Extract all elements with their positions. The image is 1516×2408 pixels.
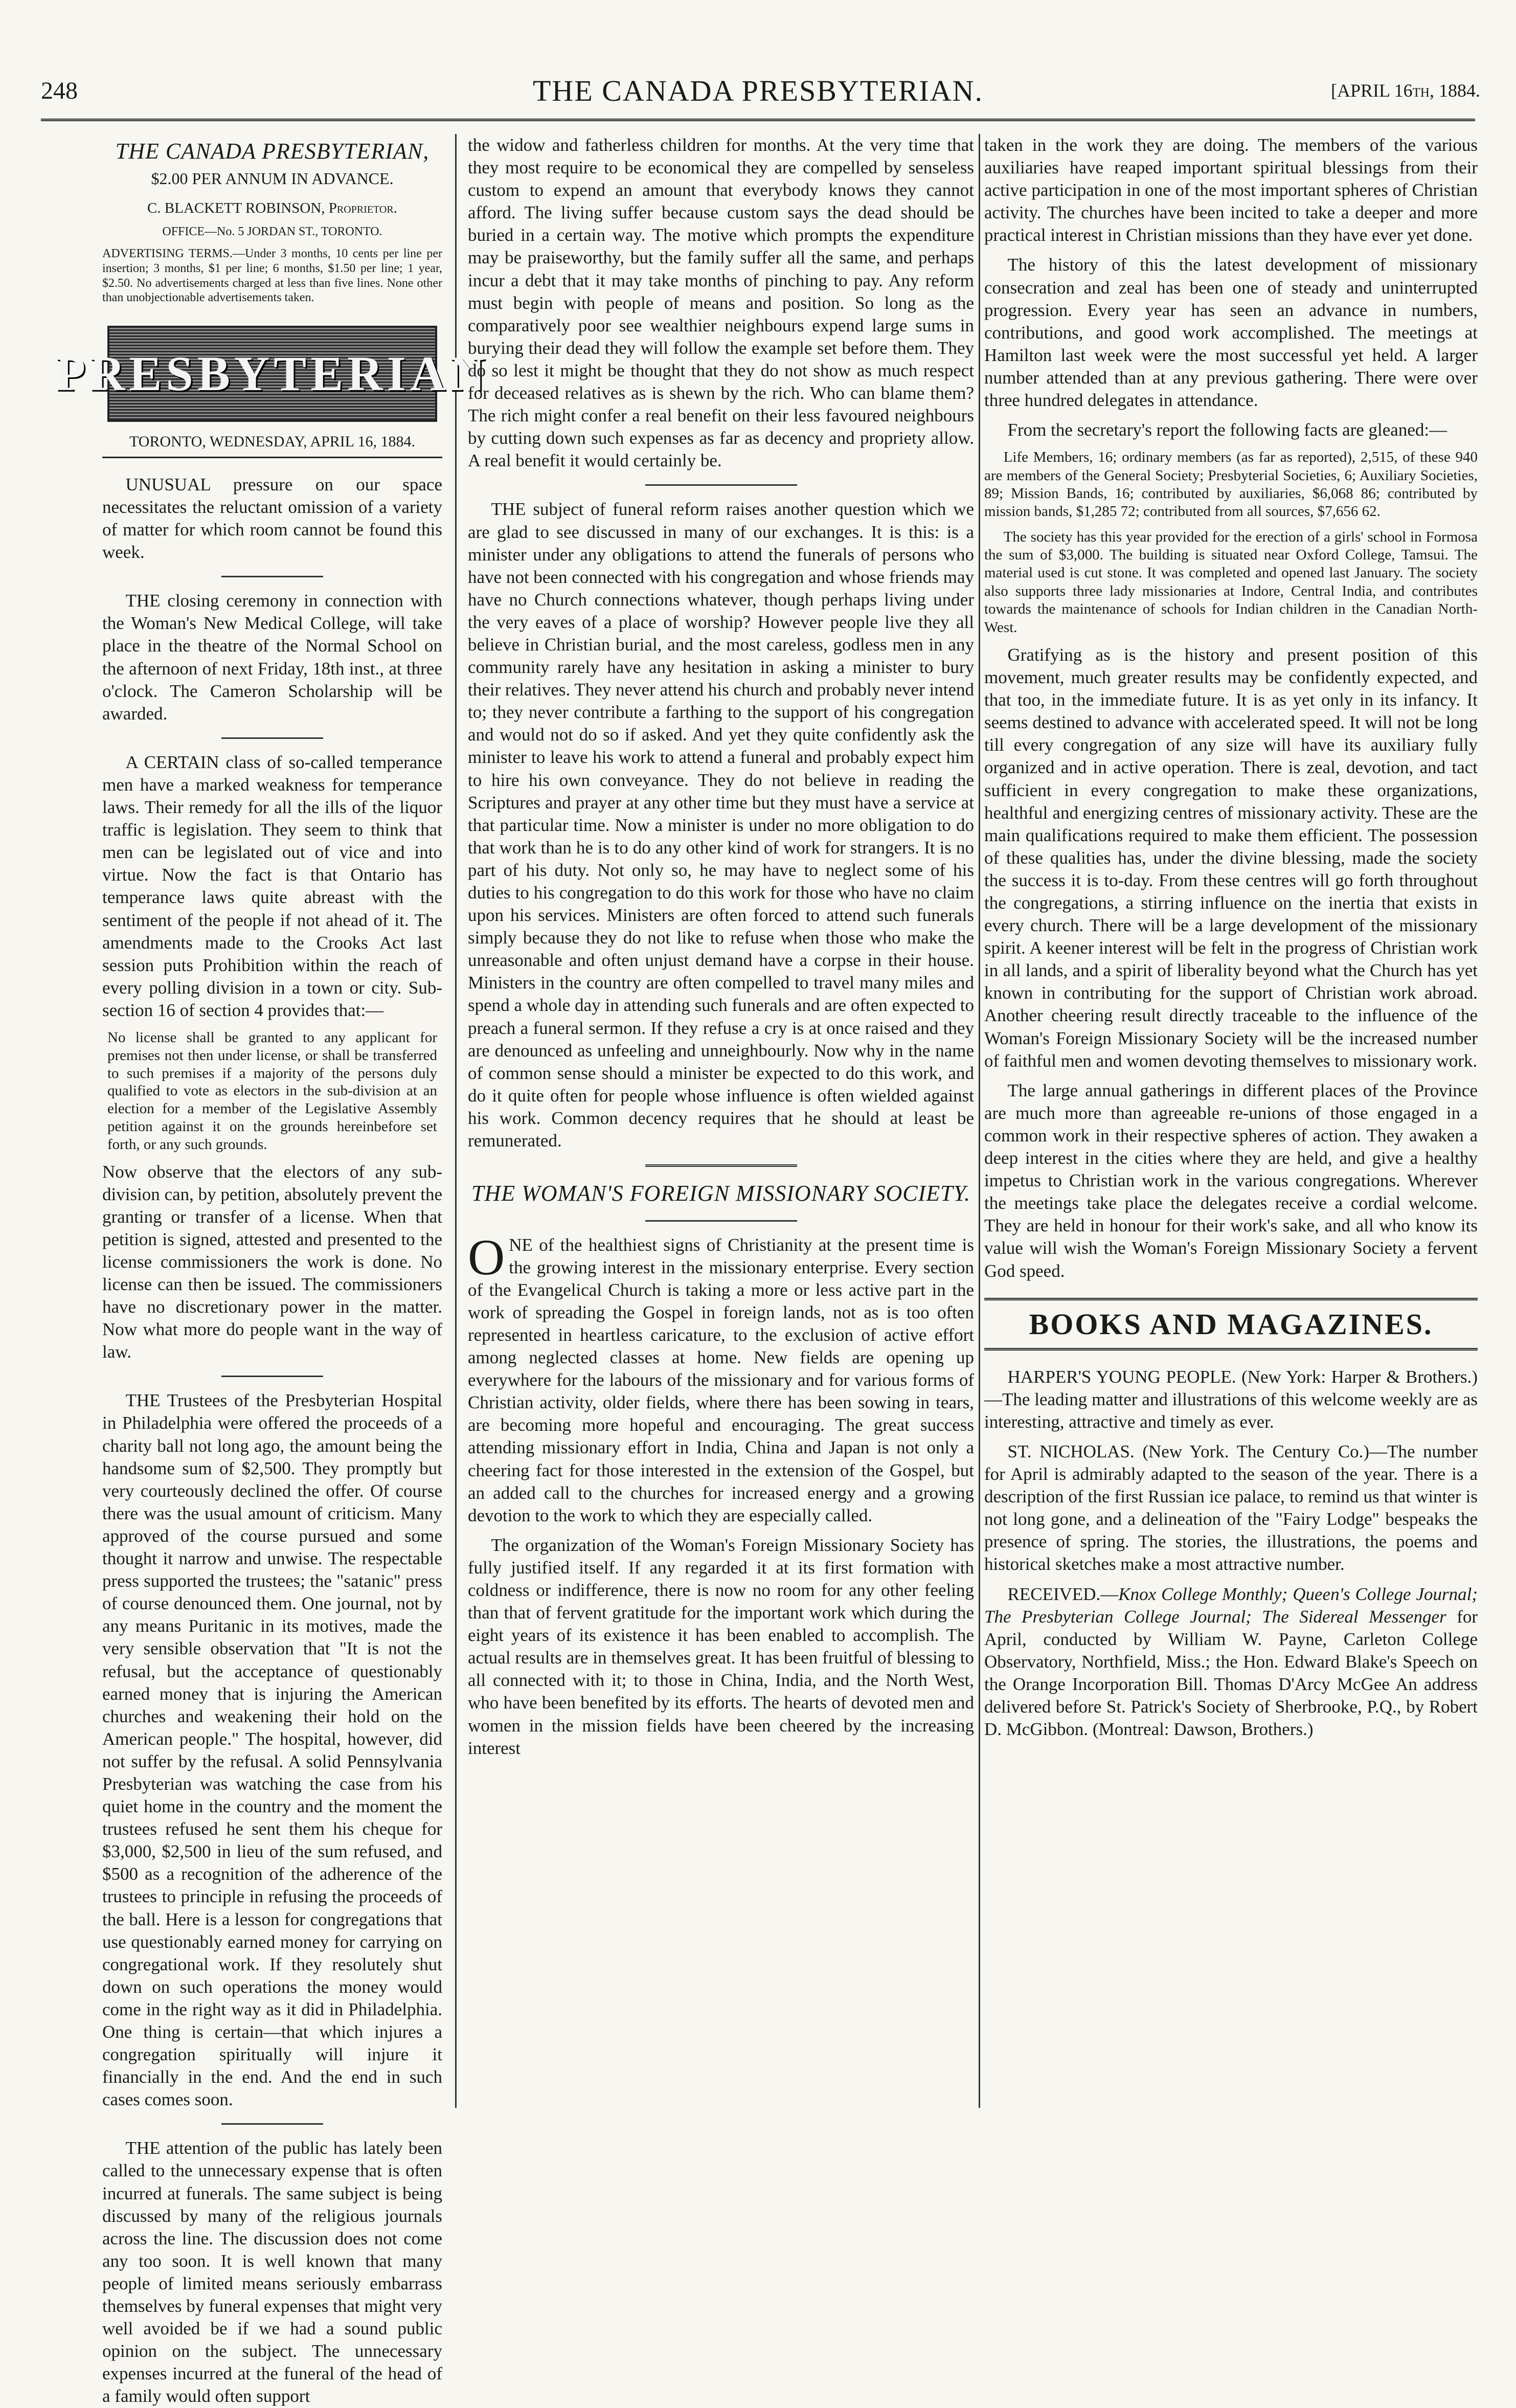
dateline: TORONTO, WEDNESDAY, APRIL 16, 1884. xyxy=(102,432,442,458)
society-statistics: The society has this year provided for the erection of a girls' school in Formosa the sum of $3,000. The building is situated near Oxford College, Tamsui. The material used is cut stone. It was completed and opened last January. The society also supports three lady missionaries at Indore, Central India, and contributes towards the maintenance of schools for Indian children in the Canadian North-West. xyxy=(984,528,1478,636)
proprietor-line: C. BLACKETT ROBINSON, Proprietor. xyxy=(147,199,397,216)
review-text: for April, conducted by William W. Payne, Carleton College Observatory, Northfield, Miss.; the Hon. Edward Blake's Speech on the Orange Incorporation Bill. Thomas D'Arcy McGee An address delivered before St. Patrick's Society of Sherbrooke, P.Q., by Robert D. McGibbon. (Montreal: Dawson, Brothers.) xyxy=(984,1606,1478,1740)
paragraph: UNUSUAL pressure on our space necessitates the reluctant omission of a variety of matter for which room cannot be found this week. xyxy=(102,474,442,562)
paragraph: THE subject of funeral reform raises another question which we are glad to see discussed in many of our exchanges. It is this: is a minister under any obligations to attend the funerals of persons who have not been connected with his congregation and whose friends may have no Church connections whatever, though perhaps living under the very eaves of a place of worship? However people live they all believe in Christian burial, and the most careless, godless men in any community rarely have any hesitation in asking a minister to bury their relatives. They never attend his church and probably never intend to; they never contribute a farthing to the support of his congregation and would not do so if asked. And yet they quite confidently ask the minister to leave his work to attend a funeral and probably expect him to hire his own conveyance. They do not believe in reading the Scriptures and prayer at any other time but they must have a service at that particular time. Now a minister is under no more obligation to do that work than he is to do any other kind of work for strangers. It is no part of his duty. Not only so, he may have to neglect some of his duties to his congregation to do this work for those who have no claim upon his services. Ministers are often forced to attend such funerals simply because they do not like to refuse when those who make the unreasonable and often unjust demand have a corpse in their house. Ministers in the country are often compelled to travel many miles and spend a whole day in attending such funerals and are often expected to preach a funeral sermon. If they refuse a cry is at once raised and they are denounced as unfeeling and unneighbourly. Now why in the name of common sense should a minister be expected to do this work, and do it quite often for people whose influence is often wielded against his work. Common decency requires that he should at least be remunerated. xyxy=(468,499,974,1151)
column-1 xyxy=(55,134,489,2406)
divider xyxy=(221,2123,324,2125)
review-item xyxy=(984,1583,1478,1741)
paragraph: The organization of the Woman's Foreign Missionary Society has fully justified itself. If any regarded it at its first formation with coldness or indifference, there is now no room for any other feeling than that of fervent gratitude for the important work which during the eight years of its existence it has been enabled to accomplish. The actual results are in themselves great. It has been fruitful of blessing to all connected with it; to those in China, India, and the North West, who have been benefited by its efforts. The hearts of devoted men and women in the mission fields have been cheered by the increasing interest xyxy=(468,1535,974,1758)
column-2 xyxy=(468,134,974,2108)
review-title: ST. NICHOLAS. xyxy=(1007,1441,1135,1461)
paragraph: ONE of the healthiest signs of Christianity at the present time is the growing interest in the missionary enterprise. Every section of the Evangelical Church is taking a more or less active part in the work of spreading the Gospel in foreign lands, not as is too often represented in heartless caricature, to the exclusion of active effort among neglected classes at home. New fields are opening up everywhere for the labours of the missionary and for various forms of Christian activity, older fields, where there has been sowing in tears, are becoming more hopeful and encouraging. The great success attending missionary effort in India, China and Japan is not only a cheering fact for those interested in the extension of the Gospel, but an added call to the churches for increased energy and a growing devotion to the work to which they are especially called. xyxy=(468,1228,974,1525)
paragraph: THE Trustees of the Presbyterian Hospital in Philadelphia were offered the proceeds of a charity ball not long ago, the amount being the handsome sum of $2,500. They promptly but very courteously declined the offer. Of course there was the usual amount of criticism. Many approved of the course pursued and some thought it narrow and unwise. The respectable press supported the trustees; the "satanic" press of course denounced them. One journal, not by any means Puritanic in its motives, made the very sensible observation that "It is not the refusal, but the acceptance of questionably earned money that is injuring the American churches and weakening their hold on the American people." The hospital, however, did not suffer by the refusal. A solid Pennsylvania Presbyterian was watching the case from his quiet home in the country and the moment the trustees refused he sent them his cheque for $3,000, $2,500 in lieu of the sum refused, and $500 as a recognition of the adherence of the trustees to principle in refusing the proceeds of the ball. Here is a lesson for congregations that use questionably earned money for carrying on congregational work. If they resolutely shut down on such operations the money would come in the right way as it did in Philadelphia. One thing is certain—that which injures a congregation spiritually will injure it financially in the end. And the end in such cases comes soon. xyxy=(102,1390,442,2110)
review-text: (New York: Harper & Brothers.)—The leading matter and illustrations of this welcome weekly are as interesting, attractive and timely as ever. xyxy=(984,1366,1478,1432)
review-item xyxy=(984,1441,1478,1576)
presbyterian-banner-logo xyxy=(55,326,489,422)
review-text: (New York. The Century Co.)—The number for April is admirably adapted to the season of the year. There is a description of the first Russian ice palace, to remind us that winter is not long gone, and a delineation of the "Fairy Lodge" bespeaks the presence of spring. The stories, the illustrations, the poems and historical sketches make a most attractive number. xyxy=(984,1441,1478,1574)
article-headline: THE WOMAN'S FOREIGN MISSIONARY SOCIETY. xyxy=(471,1181,971,1206)
column-divider xyxy=(455,134,457,2108)
paragraph: THE attention of the public has lately been called to the unnecessary expense that is often incurred at funerals. The same subject is being discussed by many of the religious journals across the line. The discussion does not come any too soon. It is well known that many people of limited means seriously embarrass themselves by funeral expenses that might very well avoided be if we had a sound public opinion on the subject. The unnecessary expenses incurred at the funeral of the head of a family would often support xyxy=(102,2138,442,2406)
books-magazines-heading: BOOKS AND MAGAZINES. xyxy=(984,1298,1478,1351)
paragraph: The history of this the latest development of missionary consecration and zeal has been one of steady and uninterrupted progression. Every year has seen an advance in numbers, contributions, and good work accomplished. The meetings at Hamilton last week were the most successful yet held. A larger number attended than at any previous gathering. There were over three hundred delegates in attendance. xyxy=(984,255,1478,411)
paragraph: THE closing ceremony in connection with the Woman's New Medical College, will take place in the theatre of the Normal School on the afternoon of next Friday, 18th inst., at three o'clock. The Cameron Scholarship will be awarded. xyxy=(102,591,442,724)
divider xyxy=(645,1220,797,1222)
society-statistics: Life Members, 16; ordinary members (as far as reported), 2,515, of these 940 are members of the General Society; Presbyterial Societies, 6; Auxiliary Societies, 89; Mission Bands, 16; contributed by auxiliaries, $6,068 86; contributed by mission bands, $1,285 72; contributed from all sources, $7,656 62. xyxy=(984,449,1478,520)
office-address: OFFICE—No. 5 JORDAN ST., TORONTO. xyxy=(162,225,382,239)
review-item xyxy=(984,1366,1478,1433)
issue-date: [APRIL 16th, 1884. xyxy=(1331,80,1480,101)
column-divider xyxy=(979,134,980,2108)
review-title: RECEIVED.— xyxy=(1007,1584,1119,1604)
divider xyxy=(221,576,324,577)
subscription-price: $2.00 PER ANNUM IN ADVANCE. xyxy=(151,169,394,188)
review-publications: Knox College Monthly; Queen's College Journal; The Presbyterian College Journal; The Sidereal Messenger xyxy=(984,1584,1478,1627)
divider xyxy=(645,484,797,486)
editorial-title: THE CANADA PRESBYTERIAN, xyxy=(115,139,429,164)
paragraph: From the secretary's report the following facts are gleaned:— xyxy=(1007,420,1447,440)
review-title: HARPER'S YOUNG PEOPLE. xyxy=(1007,1366,1236,1387)
paragraph: Now observe that the electors of any sub-division can, by petition, absolutely prevent the granting or transfer of a license. When that petition is signed, attested and presented to the license commissioners the work is done. No license can then be issued. The commissioners have no discretionary power in the matter. Now what more do people want in the way of law. xyxy=(102,1161,442,1362)
paragraph: A CERTAIN class of so-called temperance men have a marked weakness for temperance laws. Their remedy for all the ills of the liquor traffic is legislation. They seem to think that men can be legislated out of vice and into virtue. Now the fact is that Ontario has temperance laws quite abreast with the sentiment of the people if not ahead of it. The amendments made to the Crooks Act last session puts Prohibition within the reach of every polling division in a town or city. Sub-section 16 of section 4 provides that:— xyxy=(102,752,442,1020)
paragraph: taken in the work they are doing. The members of the various auxiliaries have reaped important spiritual blessings from their active participation in one of the most important spheres of Christian activity. The churches have been incited to take a deeper and more practical interest in Christian missions than they have ever yet done. xyxy=(984,135,1478,245)
paragraph: Gratifying as is the history and present position of this movement, much greater results may be confidently expected, and that too, in the immediate future. It is as yet only in its infancy. It seems destined to advance with accelerated speed. It will not be long till every congregation of any size will have its auxiliary fully organized and in active operation. There is zeal, devotion, and tact sufficient in every congregation to make these organizations, healthful and energizing centres of missionary activity. These are the main qualifications required to make them efficient. The possession of these qualities has, under the divine blessing, made the society the success it is to-day. From these centres will go forth throughout the congregations, a stirring influence on the inertia that exists in every church. There will be a large development of the missionary spirit. A keener interest will be felt in the progress of Christian work in all lands, and a spirit of liberality beyond what the Church has yet known in contributing for the support of Christian work abroad. Another cheering result directly traceable to the influence of the Woman's Foreign Missionary Society will be the increased number of faithful men and women devoting themselves to missionary work. xyxy=(984,644,1478,1071)
top-rule xyxy=(41,119,1475,121)
paper-title: THE CANADA PRESBYTERIAN. xyxy=(533,74,983,107)
divider xyxy=(221,1376,324,1377)
paragraph: the widow and fatherless children for months. At the very time that they most require to be economical they are compelled by senseless custom to expend an amount that everybody knows they cannot afford. The living suffer because custom says the dead should be buried in a certain way. The motive which prompts the expenditure may be praiseworthy, but the family suffer all the same, and perhaps incur a debt that it may take months of pinching to pay. Any reform must begin with people of means and position. So long as the comparatively poor see wealthier neighbours expend large sums in burying their dead they will follow the example set before them. They do so lest it might be thought that they do not show as much respect for deceased relatives as is shewn by the rich. Who can blame them? The rich might confer a real benefit on their less favoured neighbours by cutting down such expenses as far as decency and propriety allow. A real benefit it would certainly be. xyxy=(468,135,974,471)
page-number: 248 xyxy=(41,77,78,104)
divider xyxy=(221,737,324,739)
divider xyxy=(645,1164,797,1167)
banner-text: PRESBYTERIAN xyxy=(55,346,489,401)
legal-quote: No license shall be granted to any applicant for premises not then under license, or shall be transferred to such premises if a majority of the persons duly qualified to vote as electors in the sub-division at an election for a member of the Legislative Assembly petition against it on the grounds hereinbefore set forth, or any such grounds. xyxy=(107,1029,437,1153)
paragraph: The large annual gatherings in different places of the Province are much more than agreeable re-unions of those engaged in a common work in their respective spheres of action. They awaken a deep interest in the cities where they are held, and give a healthy impetus to Christian work in the various congregations. Wherever the meetings take place the delegates receive a cordial welcome. They are held in honour for their work's sake, and all who know its value will wish the Woman's Foreign Missionary Society a fervent God speed. xyxy=(984,1080,1478,1281)
advertising-terms: ADVERTISING TERMS.—Under 3 months, 10 cents per line per insertion; 3 months, $1 per line; 6 months, $1.50 per line; 1 year, $2.50. No advertisements charged at less than five lines. None other than unobjectionable advertisements taken. xyxy=(102,246,442,305)
masthead xyxy=(20,74,1496,112)
column-3 xyxy=(984,134,1478,2108)
